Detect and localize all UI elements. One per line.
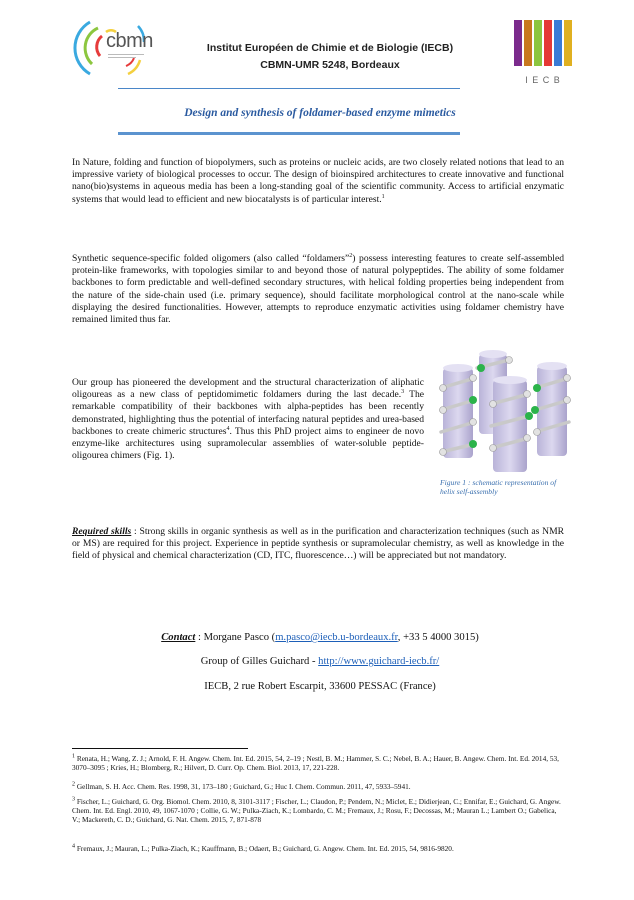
contact-email-link[interactable]: m.pasco@iecb.u-bordeaux.fr — [275, 632, 398, 643]
footnote-1 — [72, 754, 564, 772]
paragraph-foldamers-text-a: Synthetic sequence-specific folded oligomers (also called “foldamers” — [72, 253, 350, 264]
paragraph-foldamers — [72, 253, 564, 326]
footnote-3 — [72, 797, 564, 825]
required-skills-label: Required skills — [72, 526, 132, 537]
group-name: Group of Gilles Guichard - — [200, 656, 319, 667]
footnote-text: Fremaux, J.; Mauran, L.; Pulka-Ziach, K.; Kauffmann, B.; Odaert, B.; Guichard, G. Angew. Chem. Int. Ed. 2015, 54, 9816-9820. — [76, 844, 454, 853]
paragraph-intro — [72, 157, 564, 206]
header-divider — [118, 88, 460, 89]
footnote-ref: 2 — [349, 252, 353, 259]
contact-line — [80, 632, 560, 643]
paragraph-project — [72, 377, 424, 462]
paragraph-foldamers-text-b: ) possess interesting features to create self-assembled protein-like frameworks, with topologies similar to and beyond those of natural polypeptides. The ability of some foldamer backbones to form predictable and well-defined secondary structures, with helical folding properties being independent from the nature of the side-chain used (i.e. primary sequence), should facilitate morphological control at the nano-scale while displaying the desired functionalities. However, attempts to reproduce enzymatic activities using foldamer chemistry have remained limited thus far. — [72, 253, 564, 326]
group-line — [80, 656, 560, 667]
footnote-text: Gellman, S. H. Acc. Chem. Res. 1998, 31, 173–180 ; Guichard, G.; Huc I. Chem. Commun. 2011, 47, 5933–5941. — [76, 782, 411, 791]
group-website-link[interactable]: http://www.guichard-iecb.fr/ — [318, 656, 440, 667]
contact-name: : Morgane Pasco ( — [195, 632, 276, 643]
footnote-number: 3 — [72, 796, 75, 803]
paragraph-project-text-c: . Thus this PhD project aims to engineer de novo enzyme-like architectures using supramolecular assemblies of water-soluble peptide-oligourea chimers (Fig. 1). — [72, 425, 424, 462]
footnote-number: 4 — [72, 843, 75, 850]
figure-caption: Figure 1 : schematic representation of helix self-assembly — [440, 478, 557, 497]
required-skills-text: : Strong skills in organic synthesis as well as in the purification and characterization techniques (such as NMR or MS) are required for this project. Experience in peptide synthesis or supramolecular chemistry, as well as knowledge in the field of physical and chemical characterization (CD, ITC, fluorescence…) will be appreciated but not mandatory. — [72, 526, 564, 562]
cbmn-logo — [68, 16, 152, 80]
footnote-text: Renata, H.; Wang, Z. J.; Arnold, F. H. Angew. Chem. Int. Ed. 2015, 54, 2–19 ; Nestl, B. M.; Hammer, S. C.; Nebel, B. A.; Hauer, B. Angew. Chem. Int. Ed. 2014, 53, 3070–3095 ; Kries, H.; Blomberg, R.; Hilvert, D. Curr. Op. Chem. Biol. 2013, 17, 221-228. — [72, 754, 559, 773]
institute-unit: CBMN-UMR 5248, Bordeaux — [260, 59, 400, 71]
footnote-2 — [72, 782, 564, 791]
footnote-text: Fischer, L.; Guichard, G. Org. Biomol. Chem. 2010, 8, 3101-3117 ; Fischer, L.; Claudon, P.; Pendem, N.; Miclet, E.; Didierjean, C.; Ennifar, E.; Guichard, G. Angew. Chem. Int. Ed. Engl. 2010, 49, 1067-1070 ; Collie, G. W.; Pulka-Ziach, K.; Lombardo, C. M.; Fremaux, J.; Rosu, F.; Decossas, M.; Mauran L.; Lambert O.; Gabelica, V.; Mackereth, C. D.; Guichard, G. Nat. Chem. 2015, 7, 871-878 — [72, 797, 561, 825]
footnote-4 — [72, 844, 564, 853]
paragraph-intro-text: In Nature, folding and function of biopolymers, such as proteins or nucleic acids, are two closely related notions that lead to an impressive variety of biological processes to occur. The design of bioinspired architectures to create innovative and functional nano(bio)systems in aqueous media has been a long-standing goal of the scientific community. Access to artificial enzymatic systems that would lead to efficient and new biocatalysts is of particular interest. — [72, 157, 564, 205]
paragraph-project-text-b: The remarkable compatibility of their backbones with alpha-peptides has been recently demonstrated, highlighting thus the potential of interfacing natural peptides and urea-based backbones to create chimeric structures — [72, 389, 424, 437]
iecb-logo-text: I E C B — [525, 75, 561, 85]
project-title: Design and synthesis of foldamer-based enzyme mimetics — [184, 107, 456, 119]
paragraph-project-text-a: Our group has pioneered the development and the structural characterization of aliphatic oligoureas as a new class of peptidomimetic foldamers during the last decade. — [72, 377, 424, 401]
footnote-divider — [72, 748, 248, 749]
title-divider — [118, 132, 460, 135]
footnote-ref: 1 — [381, 193, 385, 200]
institute-name: Institut Européen de Chimie et de Biologie (IECB) — [206, 42, 454, 54]
cbmn-logo-text: cbmn — [106, 30, 153, 52]
institute-header — [150, 40, 510, 74]
footnote-number: 2 — [72, 781, 75, 788]
helix-assembly-figure — [437, 348, 577, 473]
address-line: IECB, 2 rue Robert Escarpit, 33600 PESSAC (France) — [204, 681, 436, 692]
contact-label: Contact — [161, 632, 196, 643]
contact-phone: , +33 5 4000 3015) — [397, 632, 479, 643]
paragraph-required-skills — [72, 526, 564, 563]
footnote-ref: 3 — [401, 389, 405, 396]
iecb-logo — [510, 20, 576, 86]
footnote-number: 1 — [72, 753, 75, 760]
footnote-ref: 4 — [226, 425, 230, 432]
